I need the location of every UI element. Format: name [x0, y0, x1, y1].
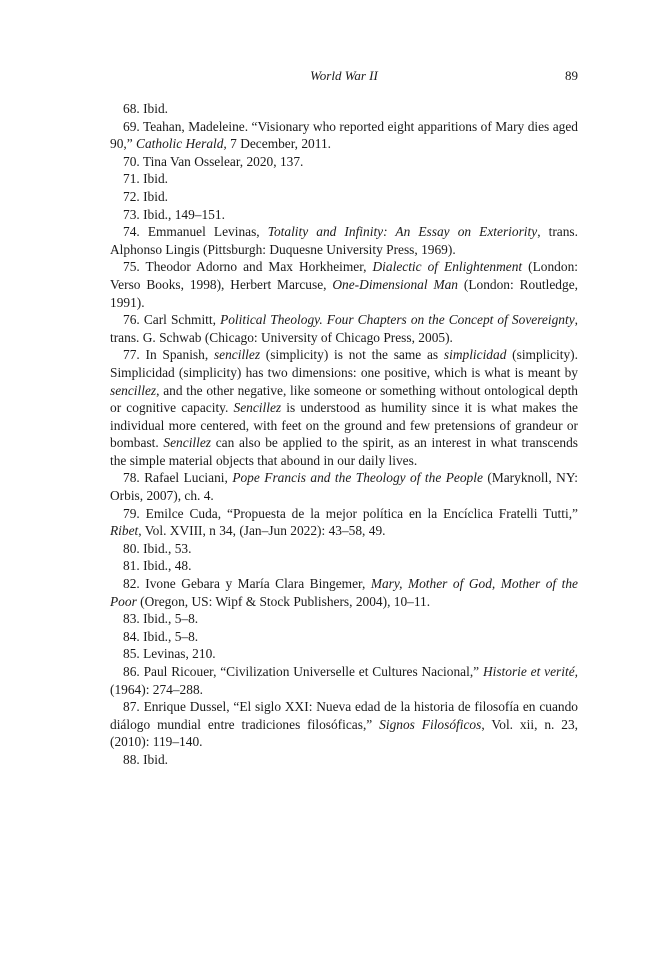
- endnote-text: Emilce Cuda, “Propuesta de la mejor política en la Encíclica Fratelli Tutti,”: [145, 505, 578, 521]
- endnote-number: 79: [123, 505, 137, 521]
- endnote-text: (Maryknoll, NY: Orbis, 2007), ch. 4.: [110, 470, 578, 504]
- endnote-text: (Oregon, US: Wipf & Stock Publishers, 2004), 10–11.: [136, 593, 431, 609]
- endnote-number: 88: [123, 751, 137, 767]
- endnote-number: 85: [123, 646, 137, 662]
- endnote-text: Ibid., 53.: [143, 540, 192, 556]
- endnote-italic-text: Signos Filosóficos: [379, 716, 482, 732]
- endnote-text: is understood as humility since it is what makes the individual more centered, with feet on the ground and few pretensions of grandeur or bombast.: [110, 400, 578, 451]
- endnote-number: 71: [123, 171, 137, 187]
- endnote-text: Ibid., 48.: [143, 558, 192, 574]
- endnote-italic-text: sencillez: [213, 347, 261, 363]
- page-number: 89: [565, 68, 578, 83]
- endnote-italic-text: Sencillez: [163, 435, 212, 451]
- endnote-number: 69: [123, 118, 137, 134]
- endnote-number: 82: [123, 576, 137, 592]
- endnote: 83. Ibid., 5–8.: [123, 611, 199, 627]
- endnote: 69. Teahan, Madeleine. “Visionary who reported eight apparitions of Mary dies aged 90,” Catholic Herald, 7 December, 2011.: [110, 118, 578, 152]
- endnote-text: Teahan, Madeleine. “Visionary who reported eight apparitions of Mary dies aged 90,”: [110, 118, 578, 152]
- endnote: 68. Ibid.: [123, 101, 169, 116]
- endnote-italic-text: Dialectic of Enlightenment: [372, 259, 523, 275]
- endnote-text: Theodor Adorno and Max Horkheimer,: [145, 259, 373, 275]
- endnote-text: Ibid., 5–8.: [143, 611, 199, 627]
- endnote-text: (London: Routledge, 1991).: [110, 276, 578, 310]
- endnote-text: Carl Schmitt,: [143, 312, 221, 328]
- endnote: 85. Levinas, 210.: [123, 646, 216, 662]
- running-head: World War II: [310, 68, 378, 83]
- endnote-text: (simplicity) is not the same as: [260, 347, 444, 363]
- endnote-text: Rafael Luciani,: [144, 470, 233, 486]
- endnote-text: , and the other negative, like someone or something without ontological depth or cognitive capacity.: [110, 382, 578, 416]
- endnote-text: Tina Van Osselear, 2020, 137.: [142, 153, 304, 169]
- endnote-text: , trans. G. Schwab (Chicago: University of Chicago Press, 2005).: [110, 312, 578, 345]
- endnote-number: 81: [123, 558, 137, 574]
- endnote: 88. Ibid.: [123, 751, 169, 767]
- endnote: 75. Theodor Adorno and Max Horkheimer, Dialectic of Enlightenment (London: Verso Books, 1998), Herbert Marcuse, One-Dimensional Man (London: Routledge, 1991).: [110, 259, 578, 310]
- endnote-number: 72: [123, 188, 137, 204]
- endnote-text: Ibid.: [143, 188, 169, 204]
- endnote-number: 80: [123, 540, 137, 556]
- endnote-text: In Spanish,: [145, 347, 214, 363]
- endnote-italic-text: Totality and Infinity: An Essay on Exteriority: [267, 224, 538, 240]
- endnote-text: (simplicity). Simplicidad (simplicity) has two dimensions: one positive, which is what is meant by: [110, 347, 578, 380]
- endnote-italic-text: Sencillez: [233, 400, 282, 416]
- endnote: 72. Ibid.: [123, 188, 169, 204]
- endnote-number: 87: [123, 699, 137, 715]
- endnote-text: (1964): 274–288.: [110, 681, 203, 697]
- endnote: 74. Emmanuel Levinas, Totality and Infinity: An Essay on Exteriority, trans. Alphonso Lingis (Pittsburgh: Duquesne University Press, 1969).: [110, 224, 578, 257]
- endnote-italic-text: Mary, Mother of God, Mother of the Poor: [110, 576, 579, 609]
- endnote-text: , Vol. XVIII, n 34, (Jan–Jun 2022): 43–58, 49.: [138, 523, 386, 539]
- endnote-number: 74: [123, 224, 137, 240]
- endnote-text: Ibid., 149–151.: [143, 206, 225, 222]
- endnote: 82. Ivone Gebara y María Clara Bingemer, Mary, Mother of God, Mother of the Poor (Oregon, US: Wipf & Stock Publishers, 2004), 10–11.: [110, 576, 579, 609]
- endnote-number: 78: [123, 470, 137, 486]
- endnote-text: 7 December, 2011.: [226, 136, 331, 152]
- endnote-italic-text: Political Theology. Four Chapters on the Concept of Sovereignty: [220, 312, 575, 328]
- endnote-text: Emmanuel Levinas,: [147, 224, 268, 240]
- endnote: 84. Ibid., 5–8.: [123, 628, 199, 644]
- endnote-number: 73: [123, 206, 137, 222]
- endnote-text: , Vol. xii, n. 23, (2010): 119–140.: [110, 716, 579, 750]
- endnote: 71. Ibid.: [123, 171, 169, 187]
- endnote: 87. Enrique Dussel, “El siglo XXI: Nueva edad de la historia de filosofía en cuando diálogo mundial entre tradiciones filosóficas,” Signos Filosóficos, Vol. xii, n. 23, (2010): 119–140.: [110, 699, 579, 750]
- endnote-italic-text: simplicidad: [443, 347, 507, 363]
- endnote-text: , trans. Alphonso Lingis (Pittsburgh: Duquesne University Press, 1969).: [110, 224, 578, 257]
- endnote: 70. Tina Van Osselear, 2020, 137.: [123, 153, 304, 169]
- endnote: 81. Ibid., 48.: [123, 558, 192, 574]
- endnote-text: Ibid.: [143, 751, 169, 767]
- endnote-italic-text: Pope Francis and the Theology of the People: [232, 470, 483, 486]
- page-header: [110, 68, 578, 88]
- endnote-text: can also be applied to the spirit, as an interest in what transcends the simple material objects that abound in our daily lives.: [110, 435, 578, 468]
- endnote-italic-text: Catholic Herald,: [136, 136, 227, 152]
- endnote-number: 70: [123, 153, 137, 169]
- endnote: 86. Paul Ricouer, “Civilization Universelle et Cultures Nacional,” Historie et verité, (1964): 274–288.: [110, 664, 578, 697]
- endnote: 79. Emilce Cuda, “Propuesta de la mejor política en la Encíclica Fratelli Tutti,” Ribet, Vol. XVIII, n 34, (Jan–Jun 2022): 43–58, 49.: [110, 505, 578, 539]
- endnote-text: (London: Verso Books, 1998), Herbert Marcuse,: [110, 259, 578, 292]
- endnote-number: 76: [123, 312, 137, 328]
- endnote-text: Ibid., 5–8.: [143, 628, 199, 644]
- endnote-text: Ibid.: [143, 171, 169, 187]
- endnote-text: Ivone Gebara y María Clara Bingemer,: [145, 576, 371, 592]
- endnote-text: Ibid.: [143, 101, 169, 116]
- endnote-text: Paul Ricouer, “Civilization Universelle et Cultures Nacional,”: [143, 664, 483, 679]
- endnote-italic-text: Historie et verité,: [482, 664, 578, 679]
- endnote-number: 83: [123, 611, 137, 627]
- endnote-number: 75: [123, 259, 137, 275]
- endnote: 80. Ibid., 53.: [123, 540, 192, 556]
- endnote-number: 86: [123, 664, 137, 679]
- endnote-italic-text: sencillez: [110, 382, 157, 398]
- endnote: 76. Carl Schmitt, Political Theology. Four Chapters on the Concept of Sovereignty, trans. G. Schwab (Chicago: University of Chicago Press, 2005).: [110, 312, 578, 345]
- endnote-italic-text: One-Dimensional Man: [332, 276, 459, 292]
- endnote-text: Levinas, 210.: [143, 646, 216, 662]
- endnote-number: 68: [123, 101, 137, 116]
- endnote-italic-text: Ribet: [110, 523, 139, 539]
- endnotes-list: [110, 100, 578, 769]
- endnote-number: 77: [123, 347, 137, 363]
- endnote: 78. Rafael Luciani, Pope Francis and the Theology of the People (Maryknoll, NY: Orbis, 2007), ch. 4.: [110, 470, 578, 504]
- endnote: 77. In Spanish, sencillez (simplicity) is not the same as simplicidad (simplicity). Simplicidad (simplicity) has two dimensions: one positive, which is what is meant by sencillez, and the other negative, like someone or something without ontological depth or cognitive capacity. Sencillez is understood as humility since it is what makes the individual more centered, with feet on the ground and few pretensions of grandeur or bombast. Sencillez can also be applied to the spirit, as an interest in what transcends the simple material objects that abound in our daily lives.: [110, 347, 578, 468]
- endnote-number: 84: [123, 628, 137, 644]
- endnote-text: Enrique Dussel, “El siglo XXI: Nueva edad de la historia de filosofía en cuando diálogo mundial entre tradiciones filosóficas,”: [110, 699, 578, 732]
- endnote: 73. Ibid., 149–151.: [123, 206, 225, 222]
